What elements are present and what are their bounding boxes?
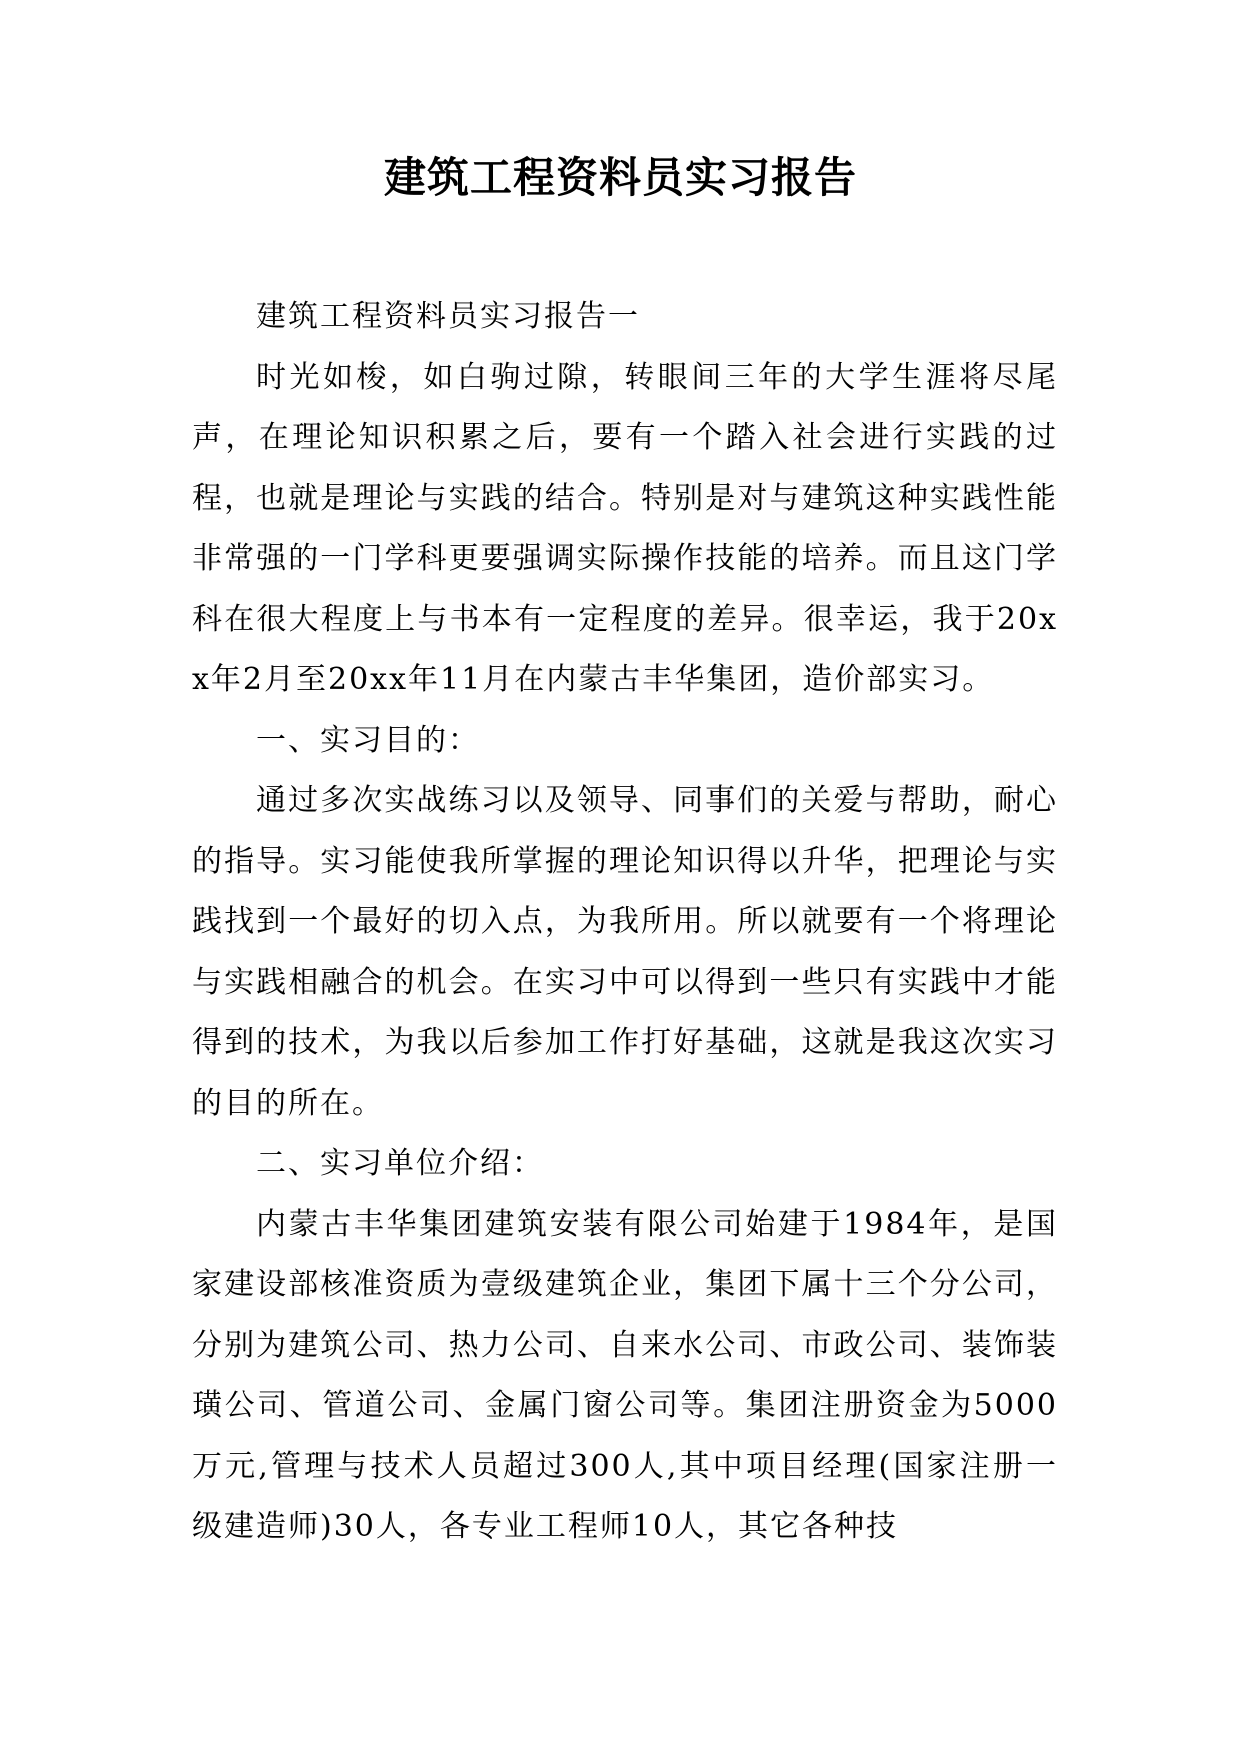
paragraph-intro: 时光如梭，如白驹过隙，转眼间三年的大学生涯将尽尾声，在理论知识积累之后，要有一个踏入社会进行实践的过程，也就是理论与实践的结合。特别是对与建筑这种实践性能非常强的一门学科更要强调实际操作技能的培养。而且这门学科在很大程度上与书本有一定程度的差异。很幸运，我于20xx年2月至20xx年11月在内蒙古丰华集团，造价部实习。 — [192, 359, 1058, 697]
section-heading-company: 二、实习单位介绍： — [256, 1146, 544, 1181]
paragraph-company: 内蒙古丰华集团建筑安装有限公司始建于1984年，是国家建设部核准资质为壹级建筑企业，集团下属十三个分公司，分别为建筑公司、热力公司、自来水公司、市政公司、装饰装璜公司、管道公司、金属门窗公司等。集团注册资金为5000万元,管理与技术人员超过300人,其中项目经理(国家注册一级建造师)30人，各专业工程师10人，其它各种技 — [192, 1206, 1058, 1544]
document-title: 建筑工程资料员实习报告 — [383, 153, 857, 202]
document-body — [192, 287, 1058, 1558]
paragraph-purpose: 通过多次实战练习以及领导、同事们的关爱与帮助，耐心的指导。实习能使我所掌握的理论知识得以升华，把理论与实践找到一个最好的切入点，为我所用。所以就要有一个将理论与实践相融合的机会。在实习中可以得到一些只有实践中才能得到的技术，为我以后参加工作打好基础，这就是我这次实习的目的所在。 — [192, 783, 1058, 1121]
section-heading-purpose: 一、实习目的： — [256, 722, 480, 758]
paragraph-report-heading: 建筑工程资料员实习报告一 — [256, 299, 640, 334]
